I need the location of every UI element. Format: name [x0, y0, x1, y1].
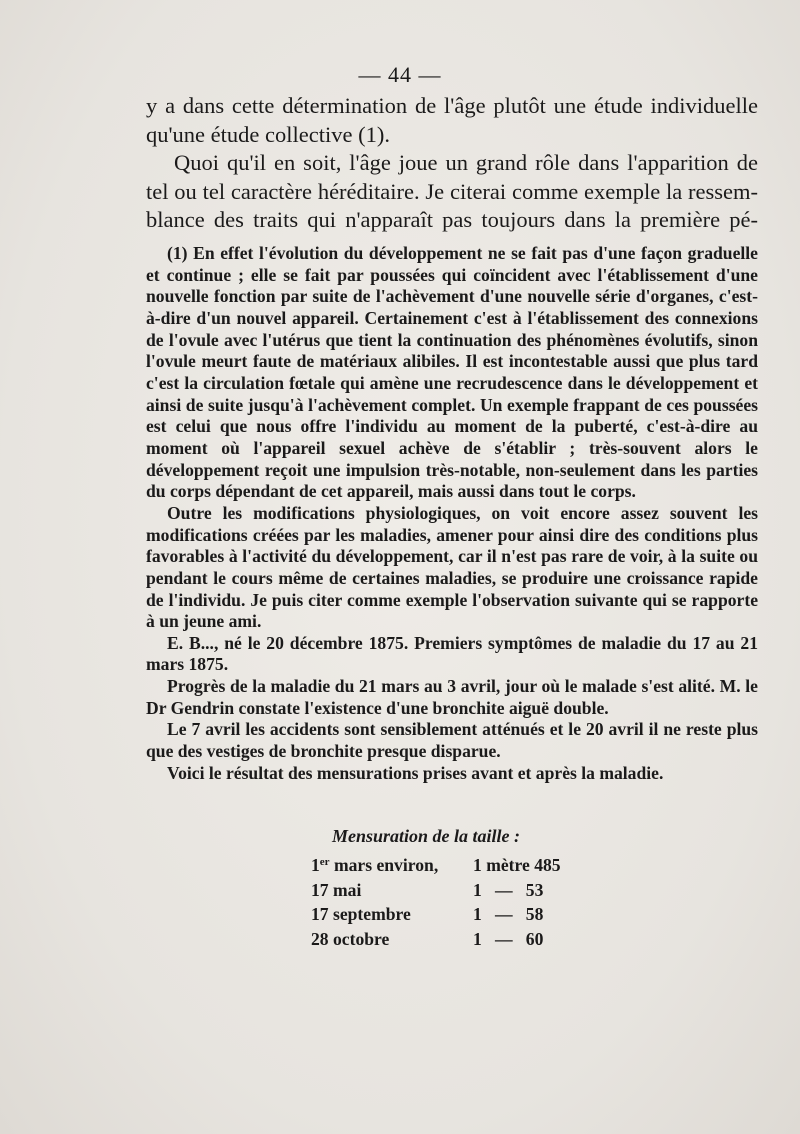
main-text: [146, 92, 758, 149]
footnote-paragraph: Voici le résultat des mensurations prises avant et après la maladie.: [167, 762, 664, 783]
main-text-paragraph: [146, 149, 758, 235]
measurement-value: 1 mètre 485: [473, 855, 561, 875]
footnote-paragraph: Outre les modifications physiologiques, on voit encore assez souvent les modifications créées par les maladies, amener pour ainsi dire des conditions plus favorables à l'activité du développement, car il n'est pas rare de voir, à la suite ou pendant le cours même de certaines maladies, se produire une croissance rapide de l'individu. Je puis citer comme exemple l'observation suivante qui se rapporte à un jeune ami.: [146, 502, 758, 632]
measurement-date: 1er mars environ,: [311, 855, 439, 875]
footnote-paragraph: Progrès de la maladie du 21 mars au 3 avril, jour où le malade s'est alité. M. le Dr Gendrin constate l'existence d'une bronchite aiguë double.: [146, 676, 758, 718]
body-line: qu'une étude collective (1).: [146, 121, 390, 147]
footnote-paragraph: E. B..., né le 20 décembre 1875. Premiers symptômes de maladie du 17 au 21 mars 1875.: [146, 632, 758, 675]
body-line: Quoi qu'il en soit, l'âge joue un grand rôle dans l'apparition de: [174, 150, 758, 175]
measurement-date: 17 septembre: [311, 904, 411, 924]
measurement-date: 17 mai: [311, 879, 362, 900]
page-number: — 44 —: [358, 62, 442, 87]
body-line: blance des traits qui n'apparaît pas toujours dans la première pé-: [146, 207, 758, 233]
table-row: [311, 929, 561, 954]
table-row: [311, 855, 561, 880]
footnote: [146, 243, 758, 784]
measurement-value: 1 — 53: [473, 879, 544, 900]
footnote-paragraph: Le 7 avril les accidents sont sensiblement atténués et le 20 avril il ne reste plus que des vestiges de bronchite presque disparue.: [146, 719, 758, 762]
measurement-value: 1 — 60: [473, 928, 544, 949]
measurement-title: Mensuration de la taille :: [331, 826, 520, 846]
table-row: [311, 904, 561, 929]
table-row: [311, 880, 561, 905]
footnote-paragraph: (1) En effet l'évolution du développement ne se fait pas d'une façon graduelle et continue ; elle se fait par poussées qui coïncident avec l'établissement d'une nouvelle fonction par suite de l'achèvement d'une nouvelle série d'organes, c'est-à-dire d'un nouvel appareil. Certainement c'est à l'établissement des connexions de l'ovule avec l'utérus que tient la continuation des phénomènes évolutifs, sinon l'ovule meurt faute de matériaux alibiles. Il est incontestable aussi que plus tard c'est la circulation fœtale qui amène une recrudescence dans le développement et ainsi de suite jusqu'à l'achèvement complet. Un exemple frappant de ces poussées est celui que nous offre l'individu au moment de la puberté, c'est-à-dire au moment où l'appareil sexuel achève de s'établir ; très-souvent alors le développement reçoit une impulsion très-notable, non-seulement dans les parties du corps dépendant de cet appareil, mais aussi dans tout le corps.: [146, 243, 758, 502]
body-line: tel ou tel caractère héréditaire. Je citerai comme exemple la ressem-: [146, 178, 758, 204]
body-line: y a dans cette détermination de l'âge plutôt une étude individuelle: [146, 93, 758, 118]
measurement-date: 28 octobre: [311, 928, 390, 949]
measurement-value: 1 — 58: [473, 904, 544, 924]
measurement-table: [311, 855, 561, 953]
